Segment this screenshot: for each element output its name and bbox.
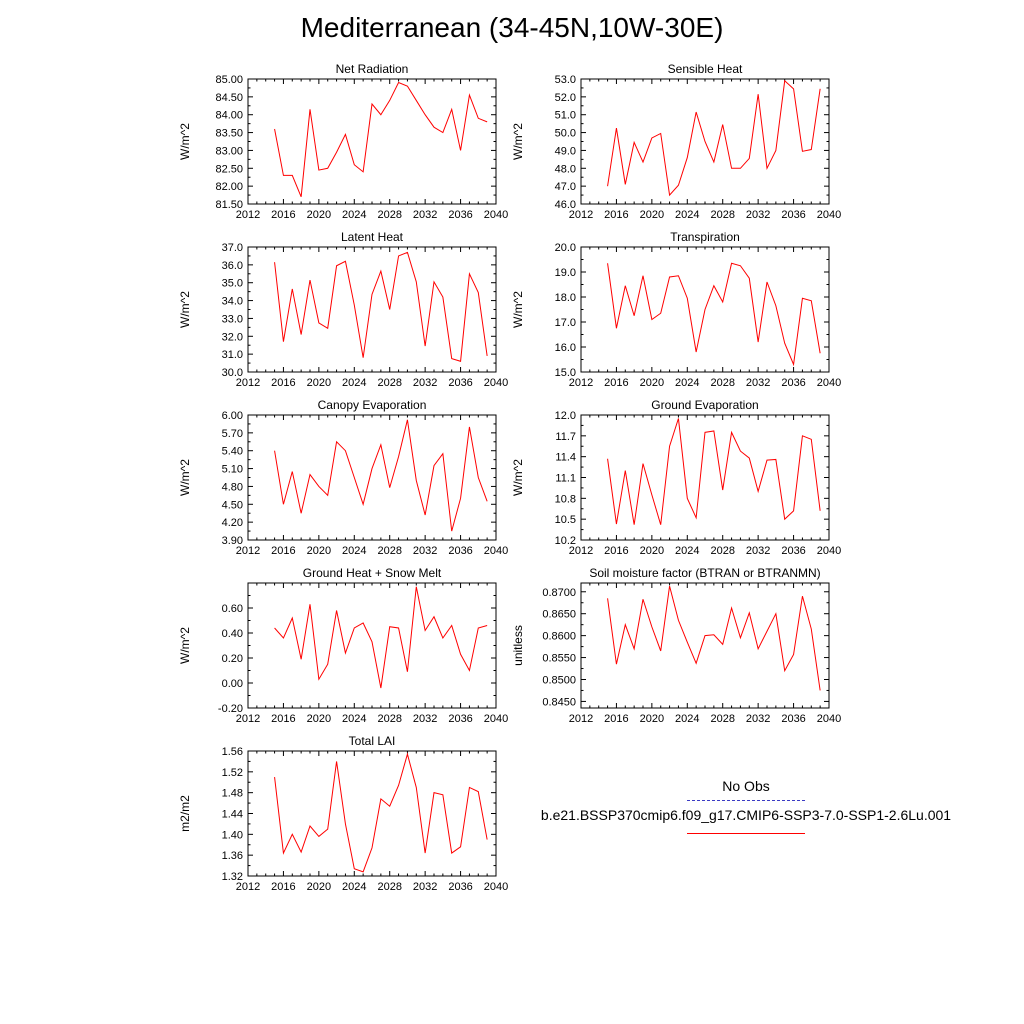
y-tick-label: 34.0 (221, 295, 243, 308)
x-tick-label: 2028 (377, 881, 402, 893)
y-tick-label: 0.00 (221, 678, 243, 690)
y-tick-label: 5.40 (221, 445, 243, 458)
x-tick-label: 2012 (568, 209, 594, 221)
y-axis-label: W/m^2 (178, 627, 192, 664)
y-tick-label: 0.8550 (542, 652, 576, 665)
x-tick-label: 2040 (483, 881, 509, 893)
y-tick-label: 46.0 (554, 199, 576, 211)
x-tick-label: 2024 (675, 713, 700, 725)
x-tick-label: 2016 (604, 713, 629, 725)
x-tick-label: 2020 (639, 545, 665, 557)
y-tick-label: 83.50 (215, 127, 243, 140)
x-tick-label: 2028 (377, 209, 402, 221)
panel-title: Latent Heat (340, 230, 404, 244)
plot-frame (248, 247, 496, 372)
y-tick-label: 1.40 (221, 829, 243, 842)
plot-frame (248, 751, 496, 876)
series-line (608, 81, 821, 195)
x-tick-label: 2036 (781, 713, 806, 725)
y-tick-label: 53.0 (554, 74, 576, 86)
x-tick-label: 2016 (271, 545, 296, 557)
y-tick-label: 33.0 (221, 313, 243, 326)
y-axis-label: W/m^2 (511, 291, 525, 328)
x-tick-label: 2020 (639, 713, 665, 725)
plot-frame (248, 583, 496, 708)
x-tick-label: 2032 (412, 713, 438, 725)
y-tick-label: 3.90 (221, 535, 243, 547)
x-tick-label: 2028 (377, 545, 402, 557)
x-tick-label: 2012 (568, 377, 594, 389)
x-tick-label: 2024 (675, 545, 700, 557)
y-tick-label: 52.0 (554, 91, 576, 104)
x-tick-label: 2036 (781, 209, 806, 221)
x-tick-label: 2040 (483, 713, 509, 725)
y-tick-label: 4.50 (221, 499, 243, 512)
y-tick-label: 32.0 (221, 331, 243, 344)
x-tick-label: 2016 (271, 209, 296, 221)
y-axis-label: W/m^2 (178, 291, 192, 328)
y-tick-label: 31.0 (221, 349, 243, 362)
x-tick-label: 2028 (710, 209, 735, 221)
x-tick-label: 2036 (448, 881, 473, 893)
y-tick-label: 0.20 (221, 653, 243, 665)
x-tick-label: 2020 (306, 713, 332, 725)
y-tick-label: 51.0 (554, 109, 576, 122)
series-line (275, 587, 488, 688)
y-tick-label: 1.44 (221, 808, 243, 821)
y-tick-label: 0.8450 (542, 696, 576, 709)
y-tick-label: 1.36 (221, 850, 243, 863)
y-tick-label: 82.50 (215, 163, 243, 176)
x-tick-label: 2032 (412, 209, 438, 221)
x-tick-label: 2036 (781, 377, 806, 389)
figure-title: Mediterranean (34-45N,10W-30E) (300, 12, 724, 43)
x-tick-label: 2040 (816, 209, 842, 221)
x-tick-label: 2040 (816, 713, 842, 725)
x-tick-label: 2040 (483, 545, 509, 557)
x-tick-label: 2036 (781, 545, 806, 557)
x-tick-label: 2020 (306, 545, 332, 557)
x-tick-label: 2036 (448, 377, 473, 389)
panel-title: Transpiration (670, 230, 740, 244)
y-tick-label: 1.48 (221, 787, 243, 800)
series-line (275, 420, 488, 531)
series-line (275, 83, 488, 197)
panel-title: Ground Evaporation (651, 398, 759, 412)
x-tick-label: 2016 (604, 209, 629, 221)
series-line (608, 418, 821, 524)
y-tick-label: 16.0 (554, 342, 576, 354)
x-tick-label: 2036 (448, 713, 473, 725)
panel-5 (178, 398, 508, 557)
x-tick-label: 2040 (816, 545, 842, 557)
x-tick-label: 2028 (710, 713, 735, 725)
x-tick-label: 2028 (710, 545, 735, 557)
y-tick-label: 1.56 (221, 746, 243, 758)
panel-6 (511, 398, 841, 557)
x-tick-label: 2024 (342, 545, 367, 557)
x-tick-label: 2016 (271, 713, 296, 725)
panel-7 (178, 566, 508, 725)
y-tick-label: 49.0 (554, 145, 576, 158)
panel-1 (178, 62, 508, 221)
plot-frame (581, 583, 829, 708)
x-tick-label: 2012 (568, 545, 594, 557)
legend (540, 778, 952, 834)
panel-title: Net Radiation (335, 62, 409, 76)
x-tick-label: 2032 (412, 545, 438, 557)
series-line (275, 252, 488, 361)
x-tick-label: 2016 (271, 881, 296, 893)
y-tick-label: 35.0 (221, 277, 243, 290)
y-tick-label: 6.00 (221, 410, 243, 422)
y-tick-label: 48.0 (554, 163, 576, 176)
panel-9 (178, 734, 508, 893)
y-tick-label: 4.80 (221, 481, 243, 494)
y-tick-label: 30.0 (221, 367, 243, 379)
x-tick-label: 2012 (568, 713, 594, 725)
x-tick-label: 2024 (342, 881, 367, 893)
x-tick-label: 2024 (342, 377, 367, 389)
x-tick-label: 2012 (235, 209, 261, 221)
x-tick-label: 2040 (483, 377, 509, 389)
panel-title: Ground Heat + Snow Melt (302, 566, 442, 580)
y-tick-label: 0.8700 (542, 586, 576, 599)
x-tick-label: 2032 (745, 209, 771, 221)
series-line (608, 263, 821, 364)
panel-4 (511, 230, 841, 389)
y-tick-label: 10.5 (554, 514, 576, 527)
y-tick-label: 11.1 (555, 472, 576, 485)
x-tick-label: 2020 (639, 377, 665, 389)
y-tick-label: 85.00 (215, 74, 243, 86)
x-tick-label: 2020 (639, 209, 665, 221)
x-tick-label: 2024 (675, 377, 700, 389)
y-tick-label: 37.0 (221, 242, 243, 254)
x-tick-label: 2024 (342, 713, 367, 725)
y-axis-label: W/m^2 (511, 459, 525, 496)
y-axis-label: m2/m2 (178, 795, 192, 832)
y-tick-label: 10.2 (554, 535, 576, 547)
x-tick-label: 2032 (412, 881, 438, 893)
x-tick-label: 2028 (377, 713, 402, 725)
legend-obs-label: No Obs (722, 778, 770, 794)
x-tick-label: 2036 (448, 209, 473, 221)
x-tick-label: 2024 (342, 209, 367, 221)
y-axis-label: W/m^2 (178, 123, 192, 160)
y-tick-label: 15.0 (554, 367, 576, 379)
x-tick-label: 2036 (448, 545, 473, 557)
y-tick-label: 0.8500 (542, 674, 576, 687)
x-tick-label: 2020 (306, 881, 332, 893)
y-tick-label: 18.0 (554, 292, 576, 304)
y-tick-label: 5.10 (221, 463, 243, 476)
series-line (608, 586, 821, 690)
y-tick-label: 84.50 (215, 91, 243, 104)
x-tick-label: 2032 (412, 377, 438, 389)
y-tick-label: 20.0 (554, 242, 576, 254)
y-tick-label: -0.20 (217, 703, 243, 715)
y-tick-label: 19.0 (554, 267, 576, 279)
y-tick-label: 81.50 (215, 199, 243, 211)
legend-series-line-swatch (687, 833, 805, 834)
panel-3 (178, 230, 508, 389)
panel-title: Total LAI (348, 734, 396, 748)
x-tick-label: 2016 (604, 545, 629, 557)
x-tick-label: 2016 (271, 377, 296, 389)
x-tick-label: 2032 (745, 377, 771, 389)
y-tick-label: 12.0 (554, 410, 576, 422)
y-tick-label: 1.32 (221, 871, 243, 883)
panel-8 (511, 566, 841, 725)
panel-title: Sensible Heat (667, 62, 743, 76)
y-tick-label: 10.8 (554, 493, 576, 506)
x-tick-label: 2032 (745, 545, 771, 557)
y-tick-label: 36.0 (221, 259, 243, 272)
x-tick-label: 2028 (377, 377, 402, 389)
x-tick-label: 2016 (604, 377, 629, 389)
legend-series-label: b.e21.BSSP370cmip6.f09_g17.CMIP6-SSP3-7.0-SSP1-2.6Lu.001 (540, 807, 952, 823)
series-line (275, 754, 488, 872)
y-tick-label: 83.00 (215, 145, 243, 158)
y-tick-label: 0.8650 (542, 608, 576, 621)
y-tick-label: 0.40 (221, 628, 243, 640)
y-tick-label: 4.20 (221, 517, 243, 530)
x-tick-label: 2012 (235, 713, 261, 725)
panel-title: Soil moisture factor (BTRAN or BTRANMN) (589, 566, 821, 580)
y-axis-label: W/m^2 (511, 123, 525, 160)
legend-obs-line-swatch (687, 800, 805, 801)
x-tick-label: 2028 (710, 377, 735, 389)
x-tick-label: 2012 (235, 545, 261, 557)
x-tick-label: 2040 (816, 377, 842, 389)
y-tick-label: 5.70 (221, 427, 243, 440)
y-tick-label: 11.7 (555, 430, 576, 443)
y-tick-label: 47.0 (554, 181, 576, 194)
y-tick-label: 0.60 (221, 603, 243, 615)
y-tick-label: 11.4 (555, 451, 576, 464)
x-tick-label: 2024 (675, 209, 700, 221)
x-tick-label: 2012 (235, 881, 261, 893)
y-tick-label: 82.00 (215, 181, 243, 194)
x-tick-label: 2040 (483, 209, 509, 221)
y-tick-label: 50.0 (554, 127, 576, 140)
panel-title: Canopy Evaporation (317, 398, 427, 412)
y-axis-label: W/m^2 (178, 459, 192, 496)
panel-2 (511, 62, 841, 221)
y-tick-label: 1.52 (221, 766, 243, 779)
x-tick-label: 2032 (745, 713, 771, 725)
x-tick-label: 2020 (306, 377, 332, 389)
x-tick-label: 2020 (306, 209, 332, 221)
y-tick-label: 0.8600 (542, 630, 576, 643)
y-tick-label: 84.00 (215, 109, 243, 122)
y-axis-label: unitless (511, 625, 525, 666)
plot-frame (248, 415, 496, 540)
x-tick-label: 2012 (235, 377, 261, 389)
y-tick-label: 17.0 (554, 317, 576, 329)
